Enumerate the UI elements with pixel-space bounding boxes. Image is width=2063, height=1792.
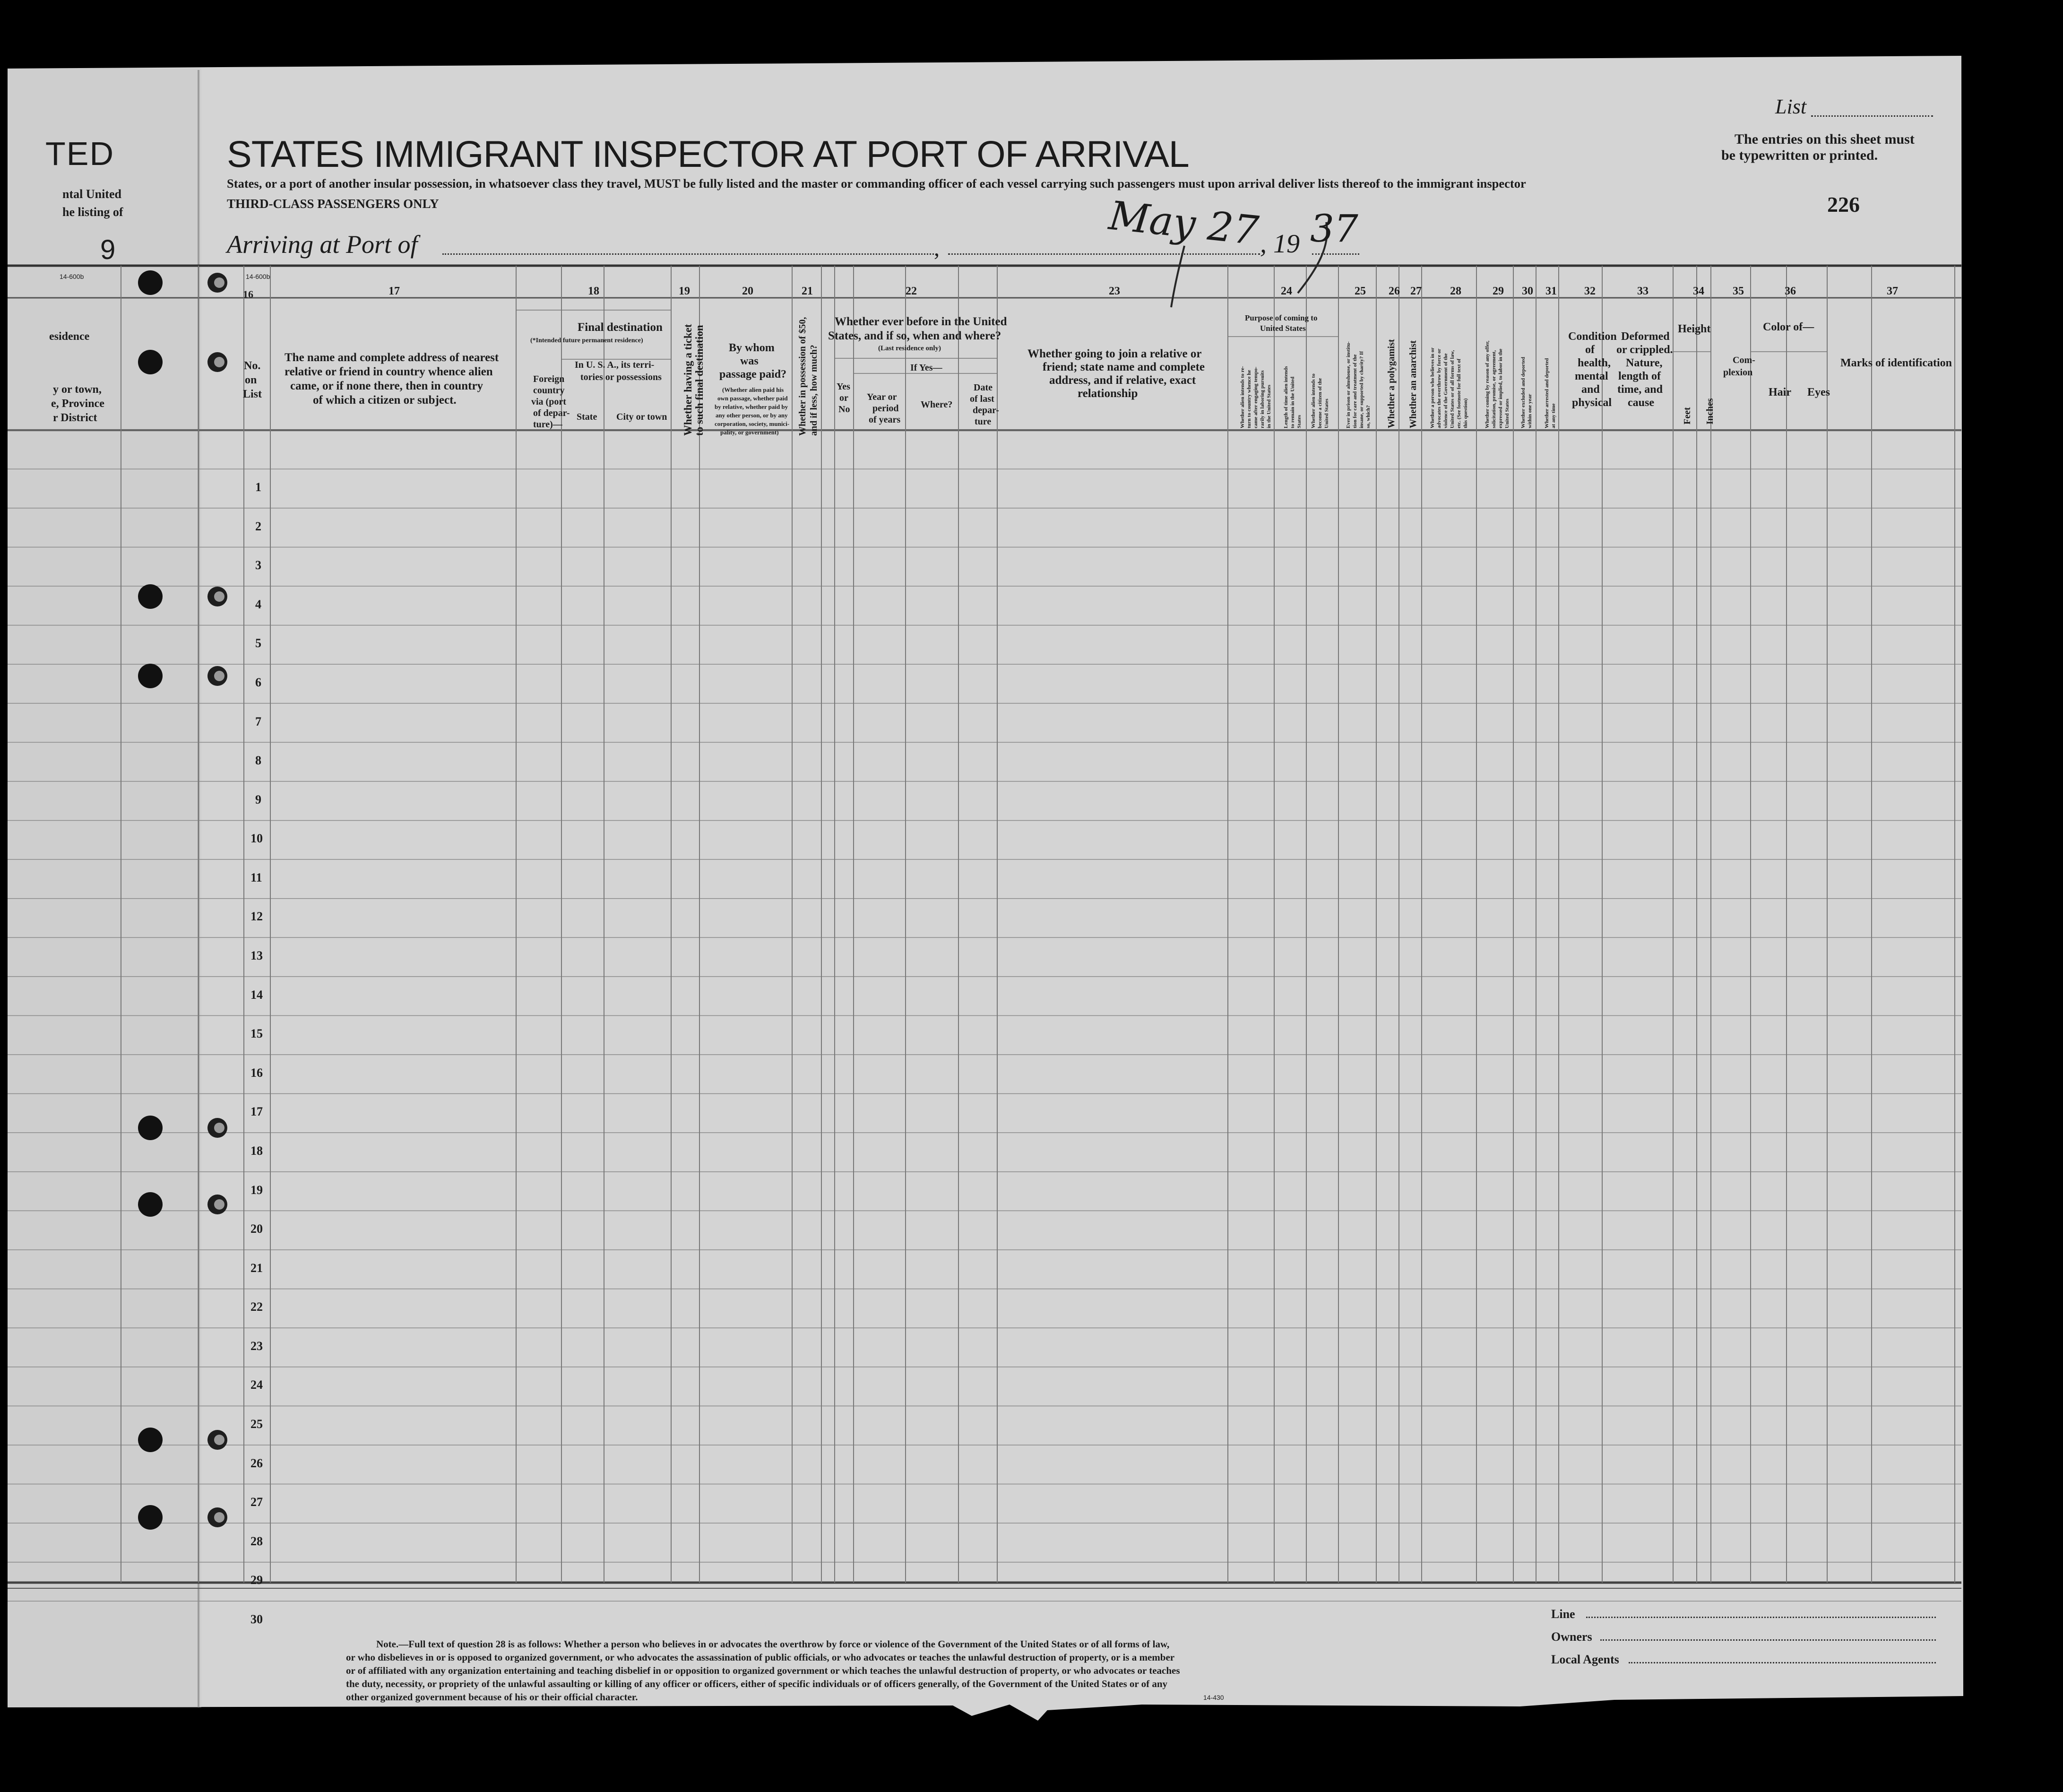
col-20-small-4: any other person, or by any: [716, 412, 788, 419]
col-18-foreign-4: of depar-: [533, 408, 570, 418]
col-20-small-5: corporation, society, munici-: [715, 420, 790, 427]
row-number: 23: [250, 1339, 263, 1353]
punch-hole-ring-center: [214, 1435, 224, 1445]
footnote-line-3: or of affiliated with any organization entertaining and teaching disbelief in or opposition to organized government or which teaches the unlawful destruction of property, or who advocates or teaches: [346, 1665, 1180, 1676]
col-23-label-1: Whether going to join a relative or: [1027, 347, 1202, 360]
punch-hole: [138, 664, 163, 688]
col-23-label-3: address, and if relative, exact: [1049, 374, 1196, 387]
row-number: 25: [250, 1417, 263, 1431]
col-25-label-1: Ever in prison or almshouse, or institu-: [1346, 341, 1351, 428]
col-21-label-2: and if less, how much?: [809, 345, 819, 436]
col-28-label-5: etc. (See footnote for full text of: [1456, 358, 1462, 428]
col-28-label-2: advocates the overthrow by force or: [1436, 348, 1442, 428]
col-22-note: (Last residence only): [878, 345, 941, 352]
left-town-line-2: e, Province: [51, 398, 104, 410]
sheet-number: 226: [1827, 192, 1860, 216]
row-number: 4: [255, 597, 261, 611]
manifest-sheet: [8, 0, 1963, 1792]
punch-hole-ring-center: [214, 1512, 224, 1523]
footnote-line-4: the duty, necessity, or propriety of the unlawful assaulting or killing of any officer or officers, either of specific individuals or of officers generally, of the Government of the United States or of any: [346, 1678, 1168, 1689]
col-24-sub-b-1: Length of time alien intends: [1283, 366, 1289, 428]
col-34-inches: Inches: [1705, 398, 1715, 424]
col-32-label-2: of: [1585, 344, 1595, 356]
row-number: 20: [250, 1222, 263, 1236]
col-17-label-1: The name and complete address of nearest: [285, 351, 499, 364]
third-class-label: THIRD-CLASS PASSENGERS ONLY: [227, 197, 439, 211]
row-number: 7: [255, 714, 261, 728]
col-36-hair: Hair: [1769, 386, 1791, 398]
col-28-label-1: Whether a person who believes in or: [1430, 347, 1435, 428]
row-number: 16: [250, 1065, 263, 1080]
col-26-label: Whether a polygamist: [1386, 339, 1397, 428]
col-20-number: 20: [742, 285, 753, 297]
left-residence-label: esidence: [49, 330, 90, 343]
sheet-graphics: [8, 0, 1963, 1792]
col-26-number: 26: [1389, 285, 1400, 297]
col-24-sub-a-5: in the United States: [1266, 385, 1272, 428]
date-handwritten: May 27: [1106, 192, 1261, 254]
col-22-label-2: States, and if so, when and where?: [828, 329, 1001, 342]
col-30-label-1: Whether excluded and deported: [1520, 356, 1526, 428]
col-22-year-3: of years: [869, 415, 901, 425]
page-subtitle: States, or a port of another insular possession, in whatsoever class they travel, MUST be fully listed and the master or commanding officer of each vessel carrying such passengers must upon arrival deliver lists thereof to the immigrant inspector: [227, 176, 1526, 190]
col-33-label-5: time, and: [1617, 383, 1663, 396]
owners-label: Owners: [1551, 1630, 1592, 1644]
punch-hole: [138, 1428, 163, 1452]
list-label: List: [1775, 95, 1807, 118]
col-25-label-4: so, which?: [1365, 405, 1371, 428]
col-21-label-1: Whether in possession of $50,: [797, 317, 808, 436]
typewritten-note-2: be typewritten or printed.: [1721, 147, 1878, 163]
col-21-number: 21: [802, 285, 813, 297]
row-number: 10: [250, 831, 263, 846]
col-29-label-3: expressed or implied, to labor in the: [1498, 348, 1503, 428]
row-number: 6: [255, 675, 261, 689]
punch-hole: [138, 1505, 163, 1530]
col-18-foreign-3: via (port: [531, 397, 566, 407]
agents-label: Local Agents: [1551, 1653, 1619, 1666]
col-22-where: Where?: [921, 399, 953, 410]
col-34-title: Height: [1678, 323, 1711, 335]
row-number: 9: [255, 792, 261, 806]
punch-hole: [138, 1116, 163, 1140]
col-19-label-1: Whether having a ticket: [682, 324, 694, 436]
row-number: 26: [250, 1456, 263, 1470]
col-28-number: 28: [1450, 285, 1461, 297]
col-28-label-3: violence of the Government of the: [1443, 353, 1449, 428]
col-18-title: Final destination: [578, 321, 663, 334]
row-number: 28: [250, 1534, 263, 1548]
row-number: 14: [250, 987, 263, 1002]
col-18-foreign-1: Foreign: [533, 374, 565, 384]
col-24-sub-a-2: turn to country whence he: [1246, 370, 1252, 428]
col-16-label-3: List: [243, 388, 262, 400]
row-number: 5: [255, 636, 261, 650]
left-fragment-title: TED: [45, 135, 114, 172]
col-22-yes-no-1: Yes: [837, 381, 850, 392]
footer-form-code: 14-430: [1203, 1694, 1224, 1701]
col-33-number: 33: [1637, 285, 1649, 297]
col-32-label-1: Condition: [1568, 330, 1617, 343]
col-19-label-2: to such final destination: [693, 325, 705, 436]
owners-field: [1600, 1639, 1936, 1641]
col-17-number: 17: [388, 285, 400, 297]
col-32-label-6: physical: [1572, 397, 1612, 409]
col-36-number: 36: [1785, 285, 1796, 297]
punch-hole-ring-center: [214, 357, 224, 367]
col-18-foreign-5: ture)—: [533, 419, 562, 430]
year-field-line: [1312, 253, 1359, 255]
col-31-label-1: Whether arrested and deported: [1544, 358, 1550, 428]
form-code-left: 14-600b: [60, 273, 84, 280]
row-number: 21: [250, 1261, 263, 1275]
col-35-label-2: plexion: [1723, 367, 1753, 378]
col-36-title: Color of—: [1763, 321, 1814, 333]
col-24-sub-b-2: to remain in the United: [1290, 376, 1295, 428]
line-label: Line: [1551, 1607, 1575, 1621]
col-33-label-1: Deformed: [1621, 330, 1670, 343]
col-20-label-2: was: [740, 355, 759, 367]
col-35-label-1: Com-: [1733, 355, 1755, 365]
col-37-label: Marks of identification: [1840, 357, 1952, 369]
col-28-label-6: this question): [1463, 398, 1468, 428]
row-number: 19: [250, 1183, 263, 1197]
left-fragment-line-3: 9: [100, 234, 116, 265]
col-24-sub-a-3: came after engaging tempo-: [1253, 366, 1259, 428]
col-33-label-2: or crippled.: [1616, 344, 1673, 356]
col-35-number: 35: [1733, 285, 1744, 297]
col-18-foreign-2: country: [533, 385, 565, 396]
col-22-yes-no-3: No: [838, 404, 850, 415]
row-number: 12: [250, 909, 263, 924]
col-29-label-4: United States: [1504, 398, 1510, 428]
col-31-label-2: at any time: [1551, 403, 1556, 428]
col-27-label: Whether an anarchist: [1408, 340, 1418, 428]
col-32-number: 32: [1584, 285, 1596, 297]
line-field: [1586, 1617, 1936, 1618]
col-23-number: 23: [1109, 285, 1120, 297]
col-18-note: (*Intended future permanent residence): [530, 337, 643, 344]
col-20-label-3: passage paid?: [719, 368, 787, 381]
col-30-number: 30: [1522, 285, 1533, 297]
col-24-sub-c-2: become a citizen of the: [1317, 378, 1323, 428]
punch-hole-ring-center: [214, 671, 224, 681]
left-fragment-line-2: he listing of: [62, 205, 123, 219]
col-32-label-4: mental: [1575, 370, 1608, 382]
footnote-line-2: or who disbelieves in or is opposed to organized government, or who advocates the assassination of public officials, or who advocates or teaches the unlawful destruction of property, or is a member: [346, 1652, 1175, 1663]
row-number: 27: [250, 1495, 263, 1509]
row-number: 22: [250, 1300, 263, 1314]
footnote-line-1: Note.—Full text of question 28 is as follows: Whether a person who believes in or advocates the overthrow by force or violence of the Government of the United States or of all forms of law,: [376, 1638, 1170, 1650]
paper-surface: [8, 56, 1963, 1721]
punch-hole-ring-center: [214, 277, 224, 288]
col-32-label-3: health,: [1578, 357, 1611, 369]
left-town-line-3: r District: [53, 412, 97, 424]
col-18-usa-1: In U. S. A., its terri-: [575, 360, 655, 370]
col-25-number: 25: [1355, 285, 1366, 297]
agents-field: [1629, 1662, 1936, 1663]
row-number: 15: [250, 1027, 263, 1041]
col-16-number: 16: [243, 288, 253, 300]
col-24-label-2: United States: [1260, 324, 1306, 333]
fold-shadow: [8, 69, 201, 1707]
col-24-sub-a-1: Whether alien intends to re-: [1240, 366, 1245, 428]
left-town-line-1: y or town,: [53, 383, 102, 396]
row-number: 3: [255, 558, 261, 572]
typewritten-note-1: The entries on this sheet must: [1735, 131, 1915, 147]
col-29-label-1: Whether coming by reason of any offer,: [1485, 340, 1490, 428]
punch-hole: [138, 1192, 163, 1217]
row-number: 24: [250, 1378, 263, 1392]
col-25-label-3: insane, or supported by charity? If: [1359, 351, 1364, 428]
col-29-number: 29: [1493, 285, 1504, 297]
col-32-label-5: and: [1581, 383, 1600, 396]
date-field-line: [948, 253, 1260, 255]
col-22-date-2: of last: [970, 394, 994, 404]
col-22-if-yes: If Yes—: [910, 363, 942, 373]
punch-hole-ring-center: [214, 1123, 224, 1133]
col-19-number: 19: [679, 285, 690, 297]
col-25-label-2: tion for care and treatment of the: [1352, 354, 1358, 428]
col-18-usa-2: tories or possessions: [580, 372, 662, 382]
punch-hole-ring-center: [214, 591, 224, 602]
col-22-date-4: ture: [975, 416, 992, 427]
col-22-yes-no-2: or: [839, 393, 848, 403]
port-field-line: [442, 253, 934, 255]
footnote-line-5: other organized government because of his or their official character.: [346, 1691, 638, 1703]
col-27-number: 27: [1410, 285, 1422, 297]
col-23-label-2: friend; state name and complete: [1043, 361, 1205, 373]
row-number: 11: [250, 870, 262, 884]
punch-hole: [138, 350, 163, 374]
form-code-right: 14-600b: [246, 273, 270, 280]
page-title: STATES IMMIGRANT INSPECTOR AT PORT OF ARRIVAL: [227, 133, 1189, 175]
left-fragment-line-1: ntal United: [62, 187, 121, 201]
col-28-label-4: United States or of all forms of law,: [1450, 350, 1455, 428]
row-number: 8: [255, 753, 261, 768]
col-18-state: State: [577, 412, 597, 422]
col-23-label-4: relationship: [1078, 387, 1138, 400]
punch-hole: [138, 584, 163, 609]
year-printed: , 19: [1260, 229, 1300, 259]
col-16-label-1: No.: [244, 360, 261, 372]
col-20-small-6: pality, or government): [720, 429, 779, 436]
row-number: 18: [250, 1143, 263, 1158]
punch-hole-ring-center: [214, 1199, 224, 1210]
col-30-label-2: within one year: [1527, 394, 1533, 428]
col-17-label-4: of which a citizen or subject.: [313, 394, 457, 407]
row-number: 1: [255, 480, 261, 494]
col-33-label-3: Nature,: [1626, 357, 1663, 369]
col-22-date-3: depar-: [973, 405, 999, 416]
col-22-number: 22: [906, 285, 917, 297]
col-22-date-1: Date: [974, 382, 993, 393]
col-33-label-4: length of: [1618, 370, 1661, 382]
col-37-number: 37: [1887, 285, 1898, 297]
col-31-number: 31: [1545, 285, 1557, 297]
row-number: 17: [250, 1105, 263, 1119]
col-17-label-2: relative or friend in country whence alien: [285, 365, 493, 378]
punch-hole: [138, 270, 163, 295]
col-34-number: 34: [1693, 285, 1704, 297]
arriving-label: Arriving at Port of: [227, 230, 418, 259]
col-17-label-3: came, or if none there, then in country: [290, 380, 483, 392]
col-24-label-1: Purpose of coming to: [1245, 313, 1318, 322]
col-22-year-2: period: [872, 403, 899, 414]
col-22-year-1: Year or: [867, 392, 897, 402]
row-number: 13: [250, 949, 263, 963]
col-24-sub-c-1: Whether alien intends to: [1311, 373, 1316, 428]
col-20-small-2: own passage, whether paid: [717, 395, 788, 402]
col-24-sub-b-3: States: [1296, 415, 1302, 428]
row-number: 29: [250, 1573, 263, 1587]
col-18-city: City or town: [616, 412, 667, 422]
col-16-label-2: on: [245, 374, 257, 386]
row-number: 30: [250, 1612, 263, 1626]
col-24-number: 24: [1281, 285, 1292, 297]
year-handwritten: 37: [1310, 207, 1358, 251]
col-24-sub-c-3: United States: [1324, 398, 1329, 428]
col-22-label-1: Whether ever before in the United: [835, 315, 1007, 328]
col-24-sub-a-4: rarily in laboring pursuits: [1260, 370, 1265, 428]
list-number-line: [1811, 115, 1933, 117]
col-29-label-2: solicitation, promise, or agreement,: [1491, 350, 1497, 428]
port-comma: ,: [934, 236, 940, 261]
col-20-small-3: by relative, whether paid by: [715, 403, 788, 410]
col-36-eyes: Eyes: [1807, 386, 1830, 398]
col-18-number: 18: [588, 285, 599, 297]
col-33-label-6: cause: [1628, 397, 1654, 409]
col-20-small-1: (Whether alien paid his: [722, 386, 784, 393]
row-number: 2: [255, 519, 261, 533]
col-34-feet: Feet: [1682, 407, 1692, 424]
col-20-label-1: By whom: [729, 342, 775, 354]
